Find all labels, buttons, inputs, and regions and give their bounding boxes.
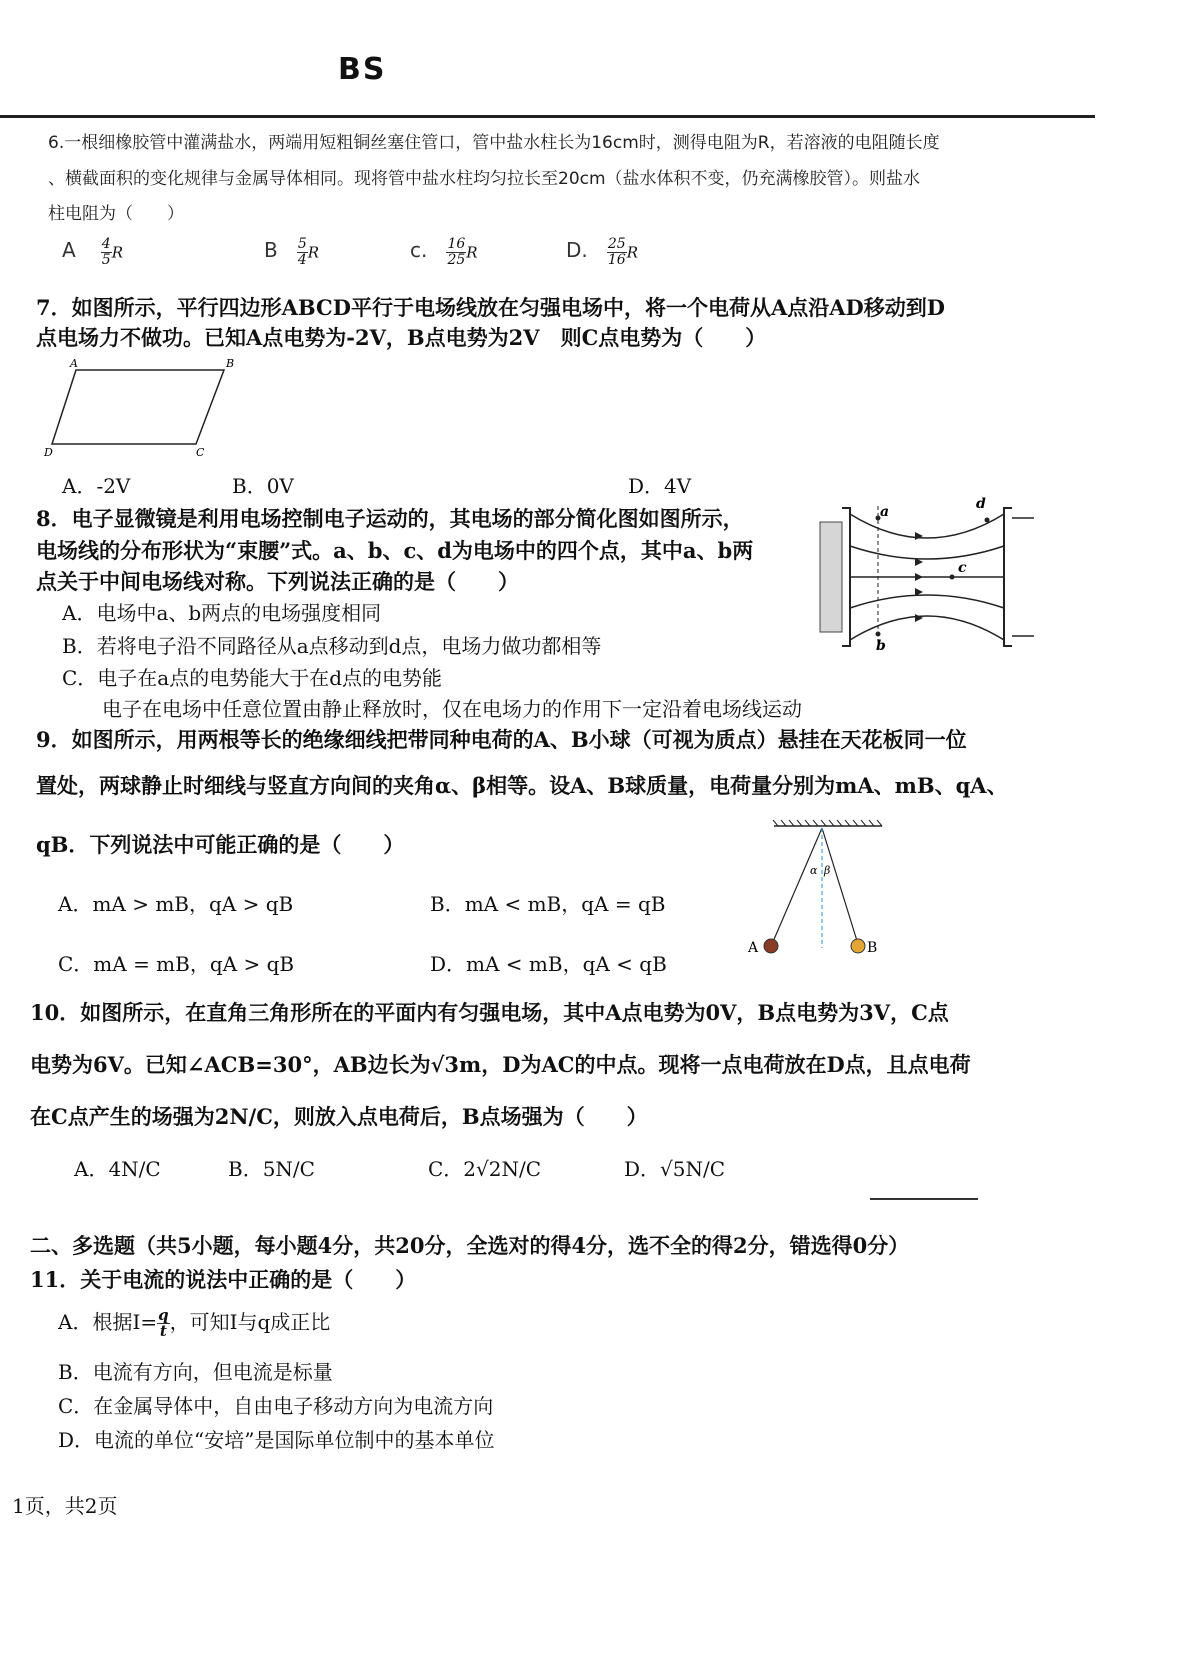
thread-a — [772, 828, 822, 944]
q10-line-2: 电势为6V。已知∠ACB=30°，AB边长为√3m，D为AC的中点。现将一点电荷放在D点，且点电荷 — [30, 1052, 971, 1077]
field-line — [850, 616, 1004, 640]
ball-label-b: B — [867, 940, 878, 956]
field-line — [850, 514, 1004, 538]
q6-option-b-fraction: $\frac{5}{4}$ — [297, 236, 307, 268]
q7-line-1: 7．如图所示，平行四边形ABCD平行于电场线放在匀强电场中，将一个电荷从A点沿AD移动到D — [36, 295, 945, 320]
q9-option-a: A．mA > mB，qA > qB — [58, 892, 294, 916]
q11-option-a-fraction: $\frac{q}{t}$ — [158, 1306, 169, 1340]
left-plate — [820, 522, 842, 632]
q9-option-d: D．mA < mB，qA < qB — [430, 952, 667, 976]
section-2-title: 二、多选题（共5小题，每小题4分，共20分，全选对的得4分，选不全的得2分，错选得0分） — [30, 1233, 910, 1258]
point-label-a: a — [880, 504, 890, 520]
q8-line-2: 电场线的分布形状为“束腰”式。a、b、c、d为电场中的四个点，其中a、b两 — [36, 538, 754, 563]
q10-line-1: 10．如图所示，在直角三角形所在的平面内有匀强电场，其中A点电势为0V，B点电势为3V，C点 — [30, 1000, 949, 1025]
ceiling-hatch — [773, 820, 882, 826]
q6-option-c-fraction: $\frac{16}{25}$ — [447, 236, 466, 268]
left-electrode — [842, 508, 850, 646]
q8-option-a: A．电场中a、b两点的电场强度相同 — [62, 601, 382, 625]
q10-option-d: D．√5N/C — [624, 1157, 726, 1181]
q6-option-a-fraction: $\frac{4}{5}$ — [101, 236, 111, 268]
header-mark: BS — [338, 52, 387, 87]
q9-pendulum-figure — [740, 816, 900, 966]
q8-option-c: C．电子在a点的电势能大于在d点的电势能 — [62, 666, 443, 690]
q7-option-d: D．4V — [628, 474, 692, 498]
q7-option-a: A．-2V — [62, 474, 131, 498]
q11-option-b: B．电流有方向，但电流是标量 — [58, 1360, 333, 1384]
q10-line-3: 在C点产生的场强为2N/C，则放入点电荷后，B点场强为（ ） — [30, 1104, 648, 1129]
point-d — [985, 518, 990, 523]
field-line — [850, 595, 1004, 608]
q7-option-b: B．0V — [232, 474, 294, 498]
field-line — [850, 546, 1004, 559]
q10-option-a: A．4N/C — [74, 1157, 161, 1181]
page-footer: 1页，共2页 — [12, 1494, 118, 1518]
q6-option-d-fraction: $\frac{25}{16}$ — [607, 236, 626, 268]
q10-option-b: B．5N/C — [228, 1157, 315, 1181]
right-electrode — [1004, 508, 1012, 646]
q11-option-c: C．在金属导体中，自由电子移动方向为电流方向 — [58, 1394, 494, 1418]
q8-line-3: 点关于中间电场线对称。下列说法正确的是（ ） — [36, 569, 519, 594]
point-b — [876, 632, 881, 637]
q6-option-c: c. $\frac{16}{25}$ R — [410, 236, 478, 268]
ball-a — [764, 939, 778, 953]
header-rule — [0, 115, 1095, 118]
q9-line-3: qB．下列说法中可能正确的是（ ） — [36, 832, 405, 857]
divider-line — [870, 1198, 978, 1200]
q6-line-2: 、横截面积的变化规律与金属导体相同。现将管中盐水柱均匀拉长至20cm（盐水体积不变，仍充满橡胶管）。则盐水 — [48, 169, 921, 189]
parallelogram-shape — [52, 370, 224, 444]
q11-option-a: A．根据I= $\frac{q}{t}$ ，可知I与q成正比 — [58, 1306, 331, 1340]
q6-line-1: 6.一根细橡胶管中灌满盐水，两端用短粗铜丝塞住管口，管中盐水柱长为16cm时，测得电阻为R，若溶液的电阻随长度 — [48, 133, 940, 153]
angle-label-beta: β — [824, 864, 831, 877]
q8-line-1: 8．电子显微镜是利用电场控制电子运动的，其电场的部分简化图如图所示， — [36, 506, 744, 531]
q7-parallelogram-figure — [38, 356, 248, 460]
q8-option-b: B．若将电子沿不同路径从a点移动到d点，电场力做功都相等 — [62, 634, 602, 658]
right-electrode-edges — [1012, 518, 1034, 636]
q8-electric-field-figure — [812, 488, 1042, 658]
angle-label-alpha: α — [810, 864, 818, 877]
q9-line-1: 9．如图所示，用两根等长的绝缘细线把带同种电荷的A、B小球（可视为质点）悬挂在天花板同一位 — [36, 727, 967, 752]
ball-label-a: A — [748, 940, 759, 956]
point-c — [950, 575, 955, 580]
q10-option-c: C．2√2N/C — [428, 1157, 542, 1181]
q6-option-d: D. $\frac{25}{16}$ R — [566, 236, 638, 268]
point-label-c: c — [958, 560, 967, 576]
thread-b — [822, 828, 858, 944]
q6-option-b: B $\frac{5}{4}$ R — [264, 236, 320, 268]
field-arrows — [915, 532, 923, 622]
ball-b — [851, 939, 865, 953]
point-label-b: b — [876, 638, 886, 654]
q11-option-d: D．电流的单位“安培”是国际单位制中的基本单位 — [58, 1428, 495, 1452]
q8-option-d: 电子在电场中任意位置由静止释放时，仅在电场力的作用下一定沿着电场线运动 — [102, 697, 802, 721]
q6-option-a: A $\frac{4}{5}$ R — [62, 236, 123, 268]
point-label-d: d — [976, 496, 986, 512]
vertex-label-a: A — [70, 357, 78, 370]
vertex-label-b: B — [226, 357, 235, 370]
q9-option-c: C．mA = mB，qA > qB — [58, 952, 295, 976]
vertex-label-d: D — [44, 446, 53, 459]
q6-line-3: 柱电阻为（ ） — [48, 204, 184, 224]
q9-option-b: B．mA < mB，qA = qB — [430, 892, 666, 916]
q11-stem: 11．关于电流的说法中正确的是（ ） — [30, 1267, 417, 1292]
q9-line-2: 置处，两球静止时细线与竖直方向间的夹角α、β相等。设A、B球质量，电荷量分别为mA、mB、qA、 — [36, 773, 1008, 798]
vertex-label-c: C — [196, 446, 205, 459]
q7-line-2: 点电场力不做功。已知A点电势为-2V，B点电势为2V 则C点电势为（ ） — [36, 325, 767, 350]
